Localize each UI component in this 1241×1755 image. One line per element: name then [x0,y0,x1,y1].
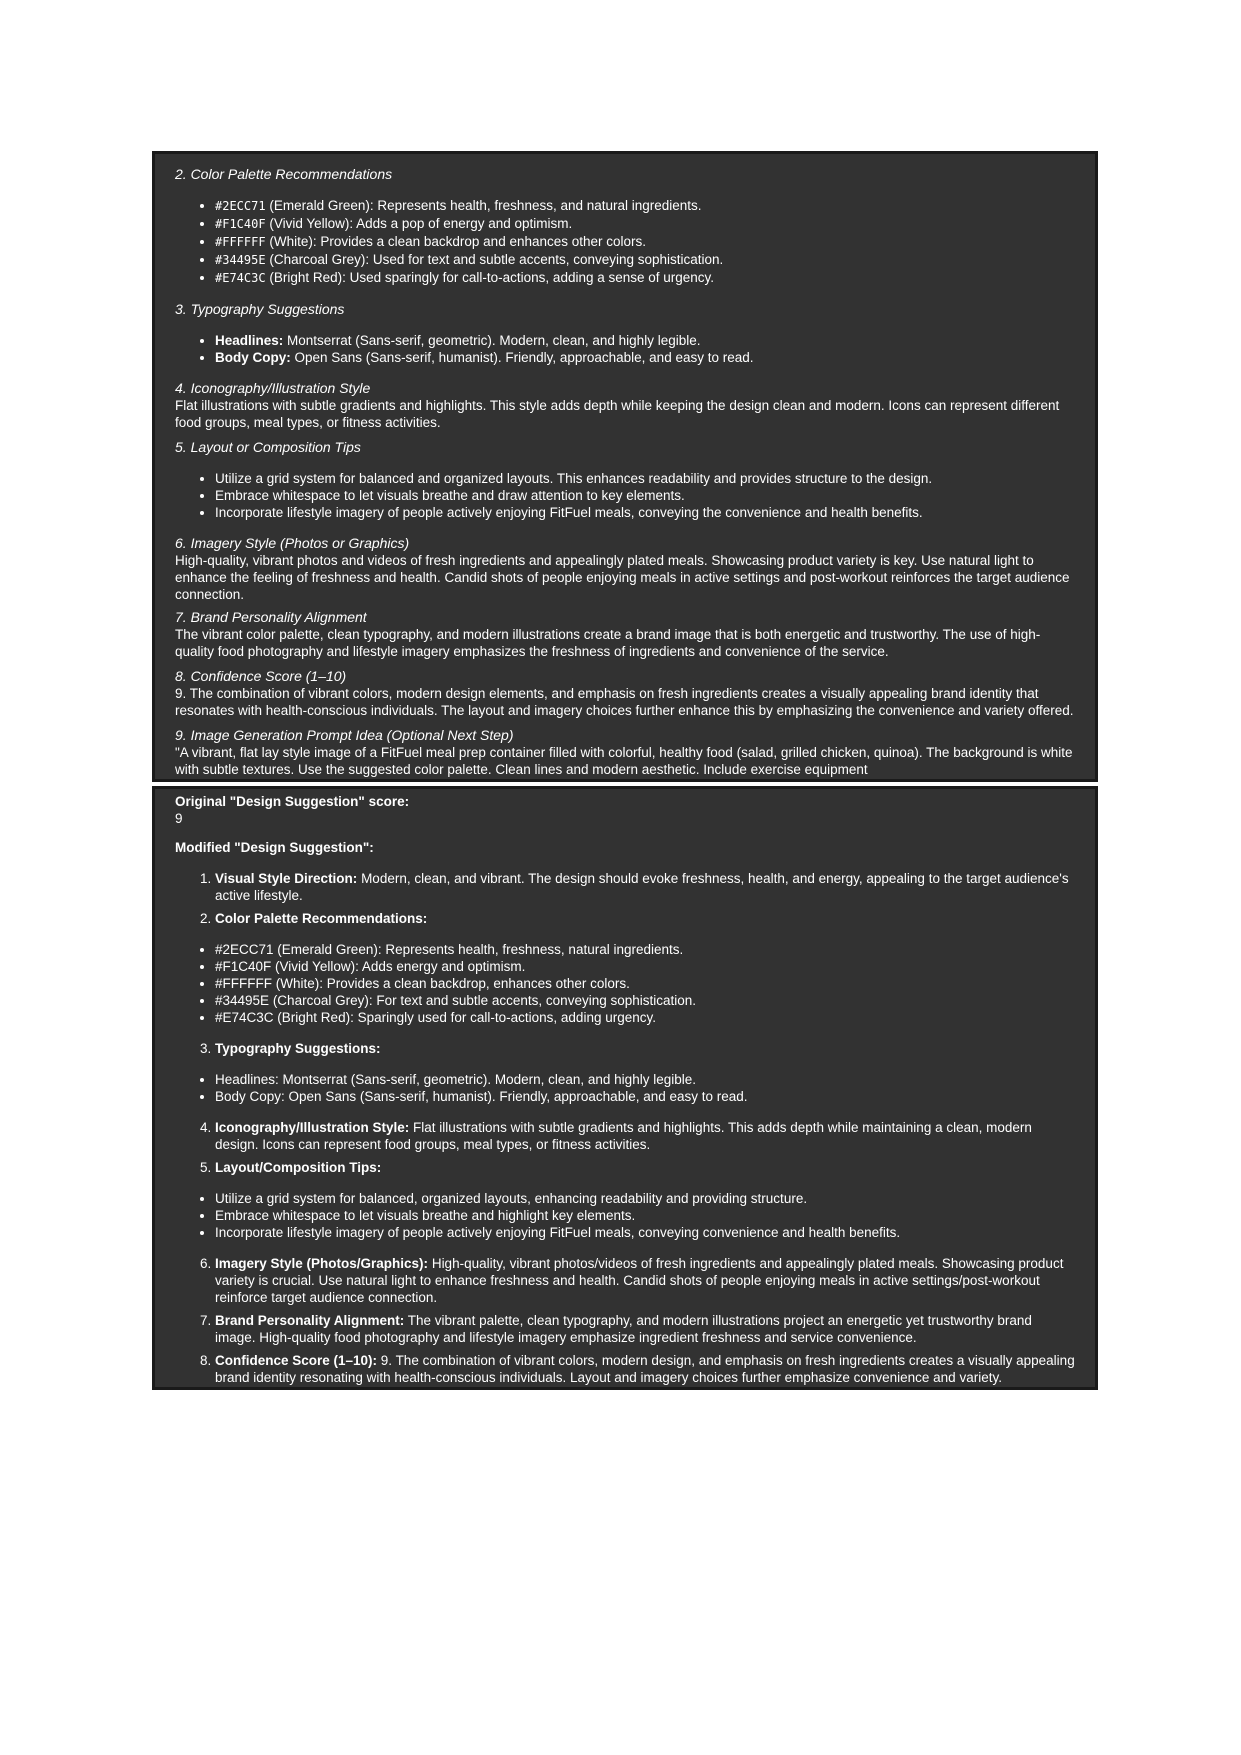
list-item: • Utilize a grid system for balanced and organized layouts. This enhances readability and provides structure to the design. [215,470,1075,487]
list-item: 3. Typography Suggestions: • Headlines: Montserrat (Sans-serif, geometric). Modern, clean, and highly legible. • Body Copy: Open Sans (Sans-serif, humanist). Friendly, approachable, and easy to read. [215,1040,1075,1119]
list-item: • #F1C40F (Vivid Yellow): Adds energy and optimism. [215,958,1075,975]
list-item: 6. Imagery Style (Photos/Graphics): High-quality, vibrant photos/videos of fresh ingredients and appealingly plated meals. Showcasing product variety is crucial. Use natural light to enhance freshness and health. Candid shots of people enjoying meals in active settings/post-workout reinforce target audience connection. [215,1255,1075,1306]
section-heading-iconography: 4. Iconography/Illustration Style [175,380,371,396]
list-item: • #FFFFFF (White): Provides a clean backdrop, enhances other colors. [215,975,1075,992]
original-score-value: 9 [175,811,183,826]
list-item: • #34495E (Charcoal Grey): Used for text and subtle accents, conveying sophistication. [215,251,1075,269]
list-item: • #2ECC71 (Emerald Green): Represents health, freshness, and natural ingredients. [215,197,1075,215]
list-item: • Incorporate lifestyle imagery of people actively enjoying FitFuel meals, conveying the convenience and health benefits. [215,504,1075,521]
original-score-label: Original "Design Suggestion" score: [175,794,410,809]
section-heading-color-palette: 2. Color Palette Recommendations [175,166,393,182]
section-heading-imagery: 6. Imagery Style (Photos or Graphics) [175,535,410,551]
layout-tips-list [215,1190,1075,1241]
list-item: 5. Layout/Composition Tips: • Utilize a grid system for balanced, organized layouts, enhancing readability and providing structure. • Embrace whitespace to let visuals breathe and highlight key elements. • Incorporate lifestyle imagery of people actively enjoying FitFuel meals, conveying convenience and health benefits. [215,1159,1075,1255]
list-item: • Incorporate lifestyle imagery of people actively enjoying FitFuel meals, conveying convenience and health benefits. [215,1224,1075,1241]
modified-suggestion-label: Modified "Design Suggestion": [175,840,374,855]
list-item: • #F1C40F (Vivid Yellow): Adds a pop of energy and optimism. [215,215,1075,233]
list-item: • #E74C3C (Bright Red): Sparingly used for call-to-actions, adding urgency. [215,1009,1075,1026]
modified-suggestion-list [175,870,1075,1386]
list-item: • Embrace whitespace to let visuals breathe and draw attention to key elements. [215,487,1075,504]
list-item: • Embrace whitespace to let visuals breathe and highlight key elements. [215,1207,1075,1224]
list-item: 1. Visual Style Direction: Modern, clean, and vibrant. The design should evoke freshness, health, and energy, appealing to the target audience's active lifestyle. [215,870,1075,904]
layout-tips-list [175,470,1075,521]
list-item: • #E74C3C (Bright Red): Used sparingly for call-to-actions, adding a sense of urgency. [215,269,1075,287]
color-list [215,941,1075,1026]
list-item: • #34495E (Charcoal Grey): For text and subtle accents, conveying sophistication. [215,992,1075,1009]
list-item: 7. Brand Personality Alignment: The vibrant palette, clean typography, and modern illustrations project an energetic yet trustworthy brand image. High-quality food photography and lifestyle imagery emphasize ingredient freshness and service convenience. [215,1312,1075,1346]
iconography-text: Flat illustrations with subtle gradients and highlights. This style adds depth while keeping the design clean and modern. Icons can represent different food groups, meal types, or fitness activities. [175,398,1060,430]
list-item: • Headlines: Montserrat (Sans-serif, geometric). Modern, clean, and highly legible. [215,1071,1075,1088]
section-heading-brand-personality: 7. Brand Personality Alignment [175,609,367,625]
typography-list [175,332,1075,366]
list-item: 2. Color Palette Recommendations: • #2ECC71 (Emerald Green): Represents health, freshness, natural ingredients. • #F1C40F (Vivid Yellow): Adds energy and optimism. • #FFFFFF (White): Provides a clean backdrop, enhances other colors. • #34495E (Charcoal Grey): For text and subtle accents, conveying sophistication. • #E74C3C (Bright Red): Sparingly used for call-to-actions, adding urgency. [215,910,1075,1040]
list-item: • #2ECC71 (Emerald Green): Represents health, freshness, natural ingredients. [215,941,1075,958]
color-list [175,197,1075,287]
typography-list [215,1071,1075,1105]
confidence-text: 9. The combination of vibrant colors, modern design elements, and emphasis on fresh ingredients creates a visually appealing brand identity that resonates with health-conscious individuals. The layout and imagery choices further enhance this by emphasizing the convenience and variety offered. [175,686,1074,718]
imagery-text: High-quality, vibrant photos and videos of fresh ingredients and appealingly plated meals. Showcasing product variety is key. Use natural light to enhance the feeling of freshness and health. Candid shots of people enjoying meals in active settings and post-workout reinforces the target audience connection. [175,553,1070,602]
list-item: 8. Confidence Score (1–10): 9. The combination of vibrant colors, modern design, and emphasis on fresh ingredients creates a visually appealing brand identity resonating with health-conscious individuals. Layout and imagery choices further emphasize convenience and variety. [215,1352,1075,1386]
list-item: • #FFFFFF (White): Provides a clean backdrop and enhances other colors. [215,233,1075,251]
image-prompt-text: "A vibrant, flat lay style image of a FitFuel meal prep container filled with colorful, healthy food (salad, grilled chicken, quinoa). The background is white with subtle textures. Use the suggested color palette. Clean lines and modern aesthetic. Include exercise equipment [175,745,1073,777]
list-item: • Utilize a grid system for balanced, organized layouts, enhancing readability and providing structure. [215,1190,1075,1207]
list-item: • Headlines: Montserrat (Sans-serif, geometric). Modern, clean, and highly legible. [215,332,1075,349]
list-item: 4. Iconography/Illustration Style: Flat illustrations with subtle gradients and highlights. This adds depth while maintaining a clean, modern design. Icons can represent food groups, meal types, or fitness activities. [215,1119,1075,1153]
original-suggestion-panel [152,151,1098,782]
brand-personality-text: The vibrant color palette, clean typography, and modern illustrations create a brand image that is both energetic and trustworthy. The use of high-quality food photography and lifestyle imagery emphasizes the freshness of ingredients and convenience of the service. [175,627,1041,659]
section-heading-layout: 5. Layout or Composition Tips [175,439,361,455]
modified-suggestion-panel [152,786,1098,1390]
list-item: • Body Copy: Open Sans (Sans-serif, humanist). Friendly, approachable, and easy to read. [215,349,1075,366]
section-heading-typography: 3. Typography Suggestions [175,301,345,317]
list-item: • Body Copy: Open Sans (Sans-serif, humanist). Friendly, approachable, and easy to read. [215,1088,1075,1105]
section-heading-confidence: 8. Confidence Score (1–10) [175,668,347,684]
section-heading-image-prompt: 9. Image Generation Prompt Idea (Optional Next Step) [175,727,514,743]
